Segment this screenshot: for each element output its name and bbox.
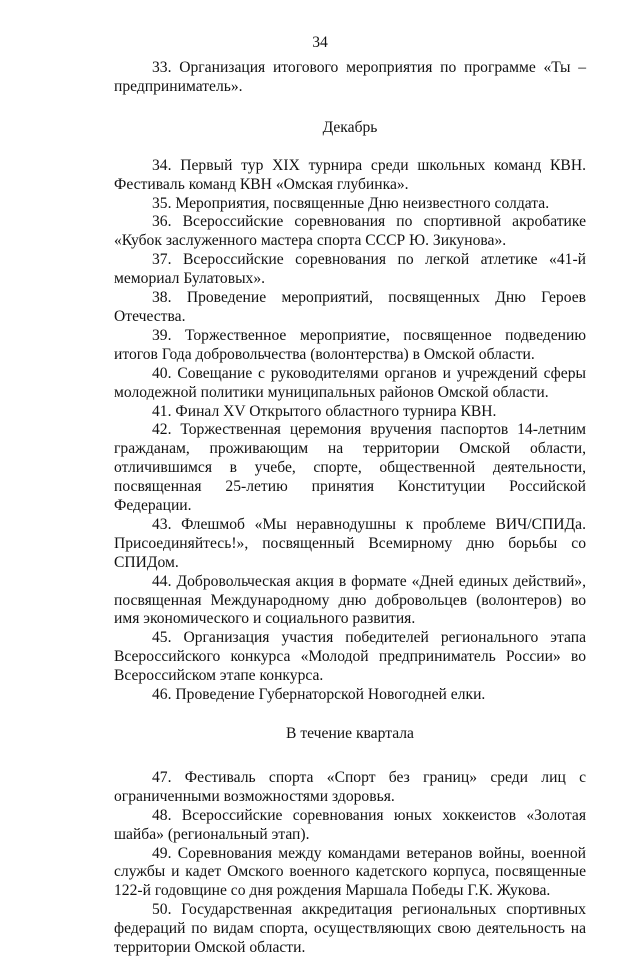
item-number: 36. [152,213,172,231]
item-number: 38. [152,289,172,307]
list-item-41 [114,403,586,422]
item-text: Фестиваль спорта «Спорт без границ» среди лиц с ограниченными возможностями здоровья. [114,768,586,805]
list-item-37 [114,251,586,289]
list-item-38 [114,289,586,327]
item-number: 35. [152,194,172,212]
list-item-49 [114,845,586,902]
item-text: Мероприятия, посвященные Дню неизвестного солдата. [175,194,550,212]
item-text: Совещание с руководителями органов и учреждений сферы молодежной политики муниципальных районов Омской области. [114,364,586,401]
item-number: 39. [152,326,172,344]
item-text: Всероссийские соревнования юных хоккеистов «Золотая шайба» (региональный этап). [114,806,586,843]
item-text: Соревнования между командами ветеранов войны, военной службы и кадет Омского военного кадетского корпуса, посвященные 122-й годовщине со дня рождения Маршала Победы Г.К. Жукова. [114,844,586,900]
list-item-35 [114,195,586,214]
item-number: 45. [152,629,172,647]
item-number: 41. [152,402,172,420]
item-text: Проведение Губернаторской Новогодней елки. [175,686,486,704]
item-number: 43. [152,515,172,533]
list-item-45 [114,629,586,686]
item-text: Всероссийские соревнования по спортивной акробатике «Кубок заслуженного мастера спорта СССР Ю. Зикунова». [114,213,586,250]
section-heading-quarter: В течение квартала [286,725,414,742]
list-item-46 [114,686,586,705]
list-item-40 [114,365,586,403]
item-number: 46. [152,686,172,704]
list-item-34 [114,157,586,195]
item-number: 47. [152,768,172,786]
item-text: Добровольческая акция в формате «Дней единых действий», посвященная Международному дню добровольцев (волонтеров) во имя экономического и социального развития. [114,572,586,628]
list-item-50 [114,901,586,958]
item-number: 42. [152,421,172,439]
section-heading-december: Декабрь [322,118,378,136]
list-item-33 [114,59,586,97]
item-text: Организация участия победителей регионального этапа Всероссийского конкурса «Молодой предприниматель России» во Всероссийском этапе конкурса. [114,629,586,685]
item-text: Проведение мероприятий, посвященных Дню Героев Отечества. [114,289,586,325]
item-number: 34. [152,156,172,174]
item-number: 50. [152,901,172,919]
item-text: Торжественная церемония вручения паспортов 14-летним гражданам, проживающим на территории Омской области, отличившимся в учебе, спорте, общественной деятельности, посвященная 25-летию принятия Конституции Российской Федерации. [114,421,586,515]
item-text: Торжественное мероприятие, посвященное подведению итогов Года добровольчества (волонтерства) в Омской области. [114,326,586,363]
item-number: 40. [152,364,172,382]
item-number: 37. [152,251,172,269]
item-number: 44. [152,572,172,590]
list-item-39 [114,327,586,365]
item-text: Первый тур XIX турнира среди школьных команд КВН. Фестиваль команд КВН «Омская глубинка». [114,156,586,193]
item-text: Флешмоб «Мы неравнодушны к проблеме ВИЧ/СПИДа. Присоединяйтесь!», посвященный Всемирному дню борьбы со СПИДом. [114,515,586,571]
list-item-43 [114,516,586,573]
item-number: 33. [152,59,172,76]
document-body [114,59,586,958]
item-text: Всероссийские соревнования по легкой атлетике «41-й мемориал Булатовых». [114,251,586,288]
item-number: 48. [152,806,172,824]
list-item-42 [114,421,586,516]
page-number: 34 [312,34,328,51]
item-text: Финал XV Открытого областного турнира КВН. [175,402,497,420]
item-text: Государственная аккредитация региональных спортивных федераций по видам спорта, осуществляющих свою деятельность на территории Омской области. [114,901,586,957]
list-item-48 [114,807,586,845]
list-item-36 [114,213,586,251]
list-item-44 [114,573,586,630]
item-number: 49. [152,844,172,862]
item-text: Организация итогового мероприятия по программе «Ты – предприниматель». [114,59,586,95]
list-item-47 [114,769,586,807]
